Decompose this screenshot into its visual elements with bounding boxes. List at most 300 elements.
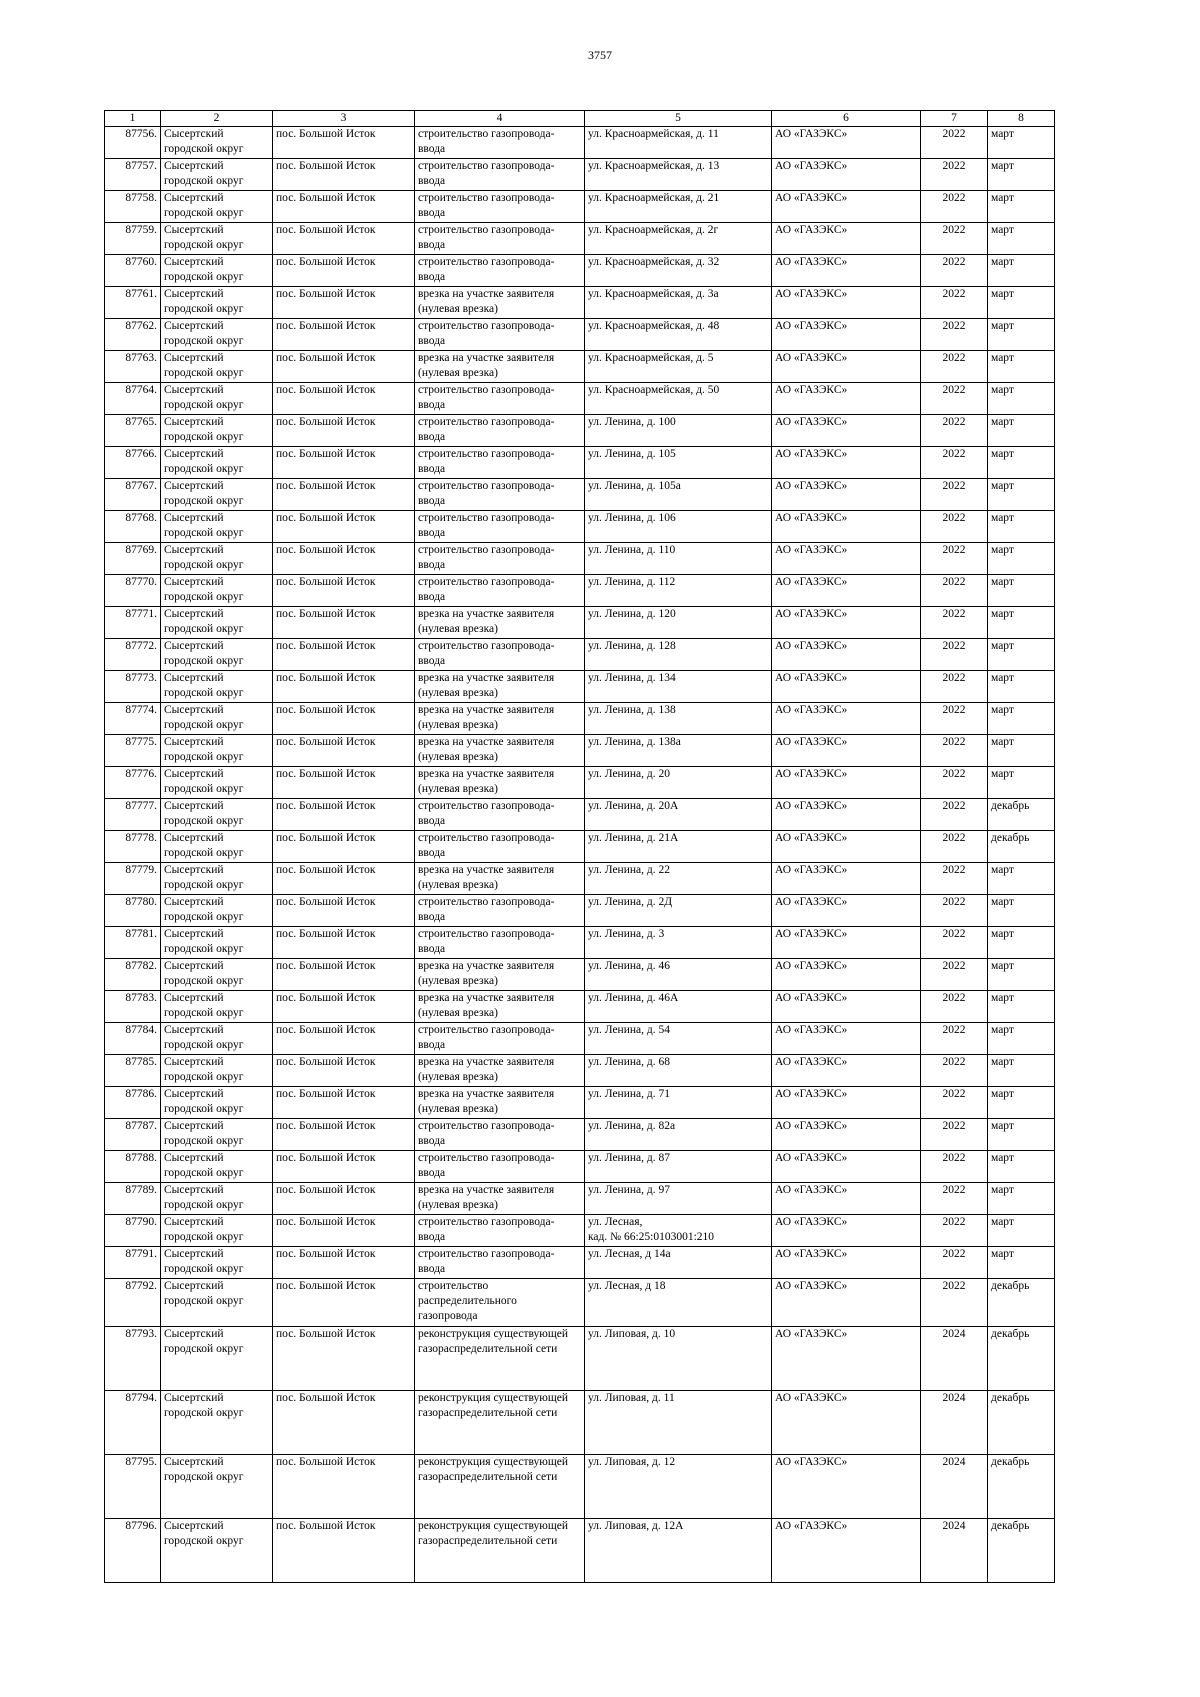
- organization-cell: АО «ГАЗЭКС»: [772, 127, 921, 159]
- work-type-cell: строительство газопровода- ввода: [415, 895, 585, 927]
- district-cell: Сысертский городской округ: [161, 255, 273, 287]
- year-cell: 2022: [921, 1247, 988, 1279]
- district-cell: Сысертский городской округ: [161, 191, 273, 223]
- address-cell: ул. Ленина, д. 110: [585, 543, 772, 575]
- work-type-cell: врезка на участке заявителя (нулевая врезка): [415, 351, 585, 383]
- table-row: [105, 799, 1055, 831]
- table-row: [105, 351, 1055, 383]
- table-row: [105, 927, 1055, 959]
- organization-cell: АО «ГАЗЭКС»: [772, 1215, 921, 1247]
- district-cell: Сысертский городской округ: [161, 735, 273, 767]
- district-cell: Сысертский городской округ: [161, 1023, 273, 1055]
- settlement-cell: пос. Большой Исток: [273, 223, 415, 255]
- row-number: 87782.: [105, 959, 161, 991]
- year-cell: 2022: [921, 607, 988, 639]
- month-cell: март: [988, 735, 1055, 767]
- row-number: 87780.: [105, 895, 161, 927]
- row-number: 87792.: [105, 1279, 161, 1327]
- organization-cell: АО «ГАЗЭКС»: [772, 159, 921, 191]
- year-cell: 2022: [921, 543, 988, 575]
- settlement-cell: пос. Большой Исток: [273, 991, 415, 1023]
- organization-cell: АО «ГАЗЭКС»: [772, 1327, 921, 1391]
- district-cell: Сысертский городской округ: [161, 127, 273, 159]
- month-cell: март: [988, 191, 1055, 223]
- district-cell: Сысертский городской округ: [161, 1215, 273, 1247]
- address-cell: ул. Ленина, д. 106: [585, 511, 772, 543]
- row-number: 87769.: [105, 543, 161, 575]
- year-cell: 2022: [921, 703, 988, 735]
- organization-cell: АО «ГАЗЭКС»: [772, 703, 921, 735]
- district-cell: Сысертский городской округ: [161, 1151, 273, 1183]
- address-cell: ул. Ленина, д. 71: [585, 1087, 772, 1119]
- year-cell: 2022: [921, 831, 988, 863]
- settlement-cell: пос. Большой Исток: [273, 351, 415, 383]
- month-cell: март: [988, 511, 1055, 543]
- district-cell: Сысертский городской округ: [161, 415, 273, 447]
- district-cell: Сысертский городской округ: [161, 607, 273, 639]
- organization-cell: АО «ГАЗЭКС»: [772, 831, 921, 863]
- row-number: 87772.: [105, 639, 161, 671]
- month-cell: март: [988, 767, 1055, 799]
- month-cell: декабрь: [988, 799, 1055, 831]
- year-cell: 2022: [921, 1215, 988, 1247]
- month-cell: декабрь: [988, 1279, 1055, 1327]
- district-cell: Сысертский городской округ: [161, 927, 273, 959]
- address-cell: ул. Красноармейская, д. 50: [585, 383, 772, 415]
- column-header: 8: [988, 111, 1055, 127]
- organization-cell: АО «ГАЗЭКС»: [772, 479, 921, 511]
- work-type-cell: врезка на участке заявителя (нулевая врезка): [415, 671, 585, 703]
- work-type-cell: реконструкция существующей газораспределительной сети: [415, 1519, 585, 1583]
- row-number: 87791.: [105, 1247, 161, 1279]
- table-row: [105, 895, 1055, 927]
- page-number: 3757: [588, 48, 612, 62]
- organization-cell: АО «ГАЗЭКС»: [772, 1279, 921, 1327]
- work-type-cell: строительство газопровода- ввода: [415, 255, 585, 287]
- settlement-cell: пос. Большой Исток: [273, 1519, 415, 1583]
- year-cell: 2022: [921, 511, 988, 543]
- work-type-cell: строительство газопровода- ввода: [415, 799, 585, 831]
- address-cell: ул. Ленина, д. 100: [585, 415, 772, 447]
- work-type-cell: реконструкция существующей газораспределительной сети: [415, 1455, 585, 1519]
- settlement-cell: пос. Большой Исток: [273, 479, 415, 511]
- row-number: 87790.: [105, 1215, 161, 1247]
- year-cell: 2022: [921, 639, 988, 671]
- address-cell: ул. Ленина, д. 105а: [585, 479, 772, 511]
- settlement-cell: пос. Большой Исток: [273, 895, 415, 927]
- row-number: 87768.: [105, 511, 161, 543]
- month-cell: март: [988, 575, 1055, 607]
- month-cell: март: [988, 415, 1055, 447]
- settlement-cell: пос. Большой Исток: [273, 1087, 415, 1119]
- month-cell: март: [988, 1215, 1055, 1247]
- table-row: [105, 639, 1055, 671]
- month-cell: март: [988, 703, 1055, 735]
- row-number: 87758.: [105, 191, 161, 223]
- row-number: 87762.: [105, 319, 161, 351]
- table-row: [105, 607, 1055, 639]
- work-type-cell: строительство газопровода- ввода: [415, 191, 585, 223]
- district-cell: Сысертский городской округ: [161, 895, 273, 927]
- row-number: 87789.: [105, 1183, 161, 1215]
- settlement-cell: пос. Большой Исток: [273, 575, 415, 607]
- row-number: 87760.: [105, 255, 161, 287]
- address-cell: ул. Ленина, д. 105: [585, 447, 772, 479]
- district-cell: Сысертский городской округ: [161, 159, 273, 191]
- table-row: [105, 479, 1055, 511]
- month-cell: март: [988, 1247, 1055, 1279]
- column-header: 4: [415, 111, 585, 127]
- row-number: 87764.: [105, 383, 161, 415]
- address-cell: ул. Лесная, кад. № 66:25:0103001:210: [585, 1215, 772, 1247]
- year-cell: 2022: [921, 223, 988, 255]
- year-cell: 2022: [921, 479, 988, 511]
- row-number: 87783.: [105, 991, 161, 1023]
- settlement-cell: пос. Большой Исток: [273, 799, 415, 831]
- year-cell: 2022: [921, 575, 988, 607]
- work-type-cell: строительство газопровода- ввода: [415, 127, 585, 159]
- organization-cell: АО «ГАЗЭКС»: [772, 351, 921, 383]
- table-row: [105, 767, 1055, 799]
- address-cell: ул. Ленина, д. 138а: [585, 735, 772, 767]
- year-cell: 2022: [921, 991, 988, 1023]
- table-row: [105, 1087, 1055, 1119]
- work-type-cell: врезка на участке заявителя (нулевая врезка): [415, 1183, 585, 1215]
- year-cell: 2022: [921, 319, 988, 351]
- month-cell: март: [988, 351, 1055, 383]
- address-cell: ул. Липовая, д. 10: [585, 1327, 772, 1391]
- table-row: [105, 1327, 1055, 1391]
- district-cell: Сысертский городской округ: [161, 671, 273, 703]
- work-type-cell: врезка на участке заявителя (нулевая врезка): [415, 607, 585, 639]
- organization-cell: АО «ГАЗЭКС»: [772, 511, 921, 543]
- work-type-cell: врезка на участке заявителя (нулевая врезка): [415, 959, 585, 991]
- month-cell: март: [988, 1055, 1055, 1087]
- year-cell: 2022: [921, 1151, 988, 1183]
- settlement-cell: пос. Большой Исток: [273, 1247, 415, 1279]
- row-number: 87778.: [105, 831, 161, 863]
- organization-cell: АО «ГАЗЭКС»: [772, 607, 921, 639]
- year-cell: 2024: [921, 1327, 988, 1391]
- address-cell: ул. Красноармейская, д. 48: [585, 319, 772, 351]
- work-type-cell: реконструкция существующей газораспределительной сети: [415, 1391, 585, 1455]
- table-row: [105, 831, 1055, 863]
- organization-cell: АО «ГАЗЭКС»: [772, 1183, 921, 1215]
- address-cell: ул. Красноармейская, д. 5: [585, 351, 772, 383]
- work-type-cell: строительство газопровода- ввода: [415, 319, 585, 351]
- month-cell: март: [988, 319, 1055, 351]
- district-cell: Сысертский городской округ: [161, 1183, 273, 1215]
- district-cell: Сысертский городской округ: [161, 1391, 273, 1455]
- work-type-cell: врезка на участке заявителя (нулевая врезка): [415, 863, 585, 895]
- year-cell: 2022: [921, 1183, 988, 1215]
- organization-cell: АО «ГАЗЭКС»: [772, 991, 921, 1023]
- address-cell: ул. Красноармейская, д. 32: [585, 255, 772, 287]
- table-row: [105, 1519, 1055, 1583]
- district-cell: Сысертский городской округ: [161, 959, 273, 991]
- year-cell: 2022: [921, 127, 988, 159]
- month-cell: декабрь: [988, 1327, 1055, 1391]
- month-cell: март: [988, 383, 1055, 415]
- table-row: [105, 703, 1055, 735]
- table-row: [105, 1183, 1055, 1215]
- month-cell: март: [988, 159, 1055, 191]
- district-cell: Сысертский городской округ: [161, 223, 273, 255]
- year-cell: 2022: [921, 255, 988, 287]
- table-row: [105, 383, 1055, 415]
- organization-cell: АО «ГАЗЭКС»: [772, 799, 921, 831]
- month-cell: март: [988, 607, 1055, 639]
- table-row: [105, 255, 1055, 287]
- settlement-cell: пос. Большой Исток: [273, 255, 415, 287]
- column-header: 3: [273, 111, 415, 127]
- row-number: 87793.: [105, 1327, 161, 1391]
- year-cell: 2022: [921, 959, 988, 991]
- month-cell: декабрь: [988, 831, 1055, 863]
- organization-cell: АО «ГАЗЭКС»: [772, 575, 921, 607]
- table-row: [105, 159, 1055, 191]
- district-cell: Сысертский городской округ: [161, 639, 273, 671]
- row-number: 87774.: [105, 703, 161, 735]
- district-cell: Сысертский городской округ: [161, 319, 273, 351]
- organization-cell: АО «ГАЗЭКС»: [772, 1151, 921, 1183]
- district-cell: Сысертский городской округ: [161, 1055, 273, 1087]
- organization-cell: АО «ГАЗЭКС»: [772, 927, 921, 959]
- organization-cell: АО «ГАЗЭКС»: [772, 767, 921, 799]
- month-cell: март: [988, 959, 1055, 991]
- district-cell: Сысертский городской округ: [161, 1327, 273, 1391]
- work-type-cell: врезка на участке заявителя (нулевая врезка): [415, 287, 585, 319]
- month-cell: март: [988, 1087, 1055, 1119]
- row-number: 87796.: [105, 1519, 161, 1583]
- row-number: 87785.: [105, 1055, 161, 1087]
- organization-cell: АО «ГАЗЭКС»: [772, 895, 921, 927]
- work-type-cell: строительство газопровода- ввода: [415, 575, 585, 607]
- district-cell: Сысертский городской округ: [161, 479, 273, 511]
- settlement-cell: пос. Большой Исток: [273, 1391, 415, 1455]
- organization-cell: АО «ГАЗЭКС»: [772, 1391, 921, 1455]
- organization-cell: АО «ГАЗЭКС»: [772, 383, 921, 415]
- work-type-cell: реконструкция существующей газораспределительной сети: [415, 1327, 585, 1391]
- month-cell: декабрь: [988, 1519, 1055, 1583]
- district-cell: Сысертский городской округ: [161, 351, 273, 383]
- district-cell: Сысертский городской округ: [161, 383, 273, 415]
- address-cell: ул. Ленина, д. 120: [585, 607, 772, 639]
- year-cell: 2022: [921, 351, 988, 383]
- month-cell: март: [988, 447, 1055, 479]
- address-cell: ул. Ленина, д. 46А: [585, 991, 772, 1023]
- address-cell: ул. Ленина, д. 54: [585, 1023, 772, 1055]
- year-cell: 2022: [921, 1023, 988, 1055]
- address-cell: ул. Ленина, д. 112: [585, 575, 772, 607]
- organization-cell: АО «ГАЗЭКС»: [772, 543, 921, 575]
- row-number: 87787.: [105, 1119, 161, 1151]
- address-cell: ул. Липовая, д. 11: [585, 1391, 772, 1455]
- district-cell: Сысертский городской округ: [161, 1455, 273, 1519]
- year-cell: 2024: [921, 1455, 988, 1519]
- year-cell: 2022: [921, 1087, 988, 1119]
- month-cell: март: [988, 543, 1055, 575]
- row-number: 87786.: [105, 1087, 161, 1119]
- year-cell: 2024: [921, 1519, 988, 1583]
- district-cell: Сысертский городской округ: [161, 1119, 273, 1151]
- organization-cell: АО «ГАЗЭКС»: [772, 319, 921, 351]
- year-cell: 2022: [921, 383, 988, 415]
- table-row: [105, 863, 1055, 895]
- row-number: 87777.: [105, 799, 161, 831]
- work-type-cell: врезка на участке заявителя (нулевая врезка): [415, 991, 585, 1023]
- settlement-cell: пос. Большой Исток: [273, 1119, 415, 1151]
- work-type-cell: строительство газопровода- ввода: [415, 639, 585, 671]
- work-type-cell: строительство распределительного газопровода: [415, 1279, 585, 1327]
- row-number: 87784.: [105, 1023, 161, 1055]
- district-cell: Сысертский городской округ: [161, 767, 273, 799]
- table-row: [105, 1151, 1055, 1183]
- work-type-cell: строительство газопровода- ввода: [415, 415, 585, 447]
- work-type-cell: строительство газопровода- ввода: [415, 159, 585, 191]
- settlement-cell: пос. Большой Исток: [273, 127, 415, 159]
- row-number: 87773.: [105, 671, 161, 703]
- settlement-cell: пос. Большой Исток: [273, 671, 415, 703]
- work-type-cell: врезка на участке заявителя (нулевая врезка): [415, 735, 585, 767]
- column-number-row: [105, 111, 1055, 127]
- table-row: [105, 543, 1055, 575]
- settlement-cell: пос. Большой Исток: [273, 191, 415, 223]
- district-cell: Сысертский городской округ: [161, 703, 273, 735]
- settlement-cell: пос. Большой Исток: [273, 543, 415, 575]
- table-row: [105, 447, 1055, 479]
- row-number: 87775.: [105, 735, 161, 767]
- settlement-cell: пос. Большой Исток: [273, 383, 415, 415]
- settlement-cell: пос. Большой Исток: [273, 639, 415, 671]
- address-cell: ул. Ленина, д. 82а: [585, 1119, 772, 1151]
- address-cell: ул. Красноармейская, д. 21: [585, 191, 772, 223]
- month-cell: март: [988, 223, 1055, 255]
- year-cell: 2022: [921, 1279, 988, 1327]
- table-row: [105, 735, 1055, 767]
- table-row: [105, 191, 1055, 223]
- district-cell: Сысертский городской округ: [161, 575, 273, 607]
- organization-cell: АО «ГАЗЭКС»: [772, 223, 921, 255]
- organization-cell: АО «ГАЗЭКС»: [772, 191, 921, 223]
- month-cell: март: [988, 1119, 1055, 1151]
- table-row: [105, 1455, 1055, 1519]
- settlement-cell: пос. Большой Исток: [273, 927, 415, 959]
- table-row: [105, 511, 1055, 543]
- work-type-cell: строительство газопровода- ввода: [415, 223, 585, 255]
- month-cell: декабрь: [988, 1455, 1055, 1519]
- row-number: 87779.: [105, 863, 161, 895]
- settlement-cell: пос. Большой Исток: [273, 1023, 415, 1055]
- address-cell: ул. Ленина, д. 68: [585, 1055, 772, 1087]
- register-table: [104, 110, 1055, 1583]
- month-cell: март: [988, 639, 1055, 671]
- organization-cell: АО «ГАЗЭКС»: [772, 1119, 921, 1151]
- organization-cell: АО «ГАЗЭКС»: [772, 1055, 921, 1087]
- organization-cell: АО «ГАЗЭКС»: [772, 1023, 921, 1055]
- month-cell: декабрь: [988, 1391, 1055, 1455]
- organization-cell: АО «ГАЗЭКС»: [772, 639, 921, 671]
- work-type-cell: врезка на участке заявителя (нулевая врезка): [415, 767, 585, 799]
- address-cell: ул. Ленина, д. 20: [585, 767, 772, 799]
- row-number: 87763.: [105, 351, 161, 383]
- district-cell: Сысертский городской округ: [161, 1087, 273, 1119]
- year-cell: 2022: [921, 767, 988, 799]
- year-cell: 2022: [921, 863, 988, 895]
- settlement-cell: пос. Большой Исток: [273, 415, 415, 447]
- address-cell: ул. Ленина, д. 2Д: [585, 895, 772, 927]
- settlement-cell: пос. Большой Исток: [273, 831, 415, 863]
- row-number: 87767.: [105, 479, 161, 511]
- address-cell: ул. Лесная, д 14а: [585, 1247, 772, 1279]
- year-cell: 2022: [921, 927, 988, 959]
- work-type-cell: строительство газопровода- ввода: [415, 1215, 585, 1247]
- work-type-cell: строительство газопровода- ввода: [415, 1247, 585, 1279]
- organization-cell: АО «ГАЗЭКС»: [772, 959, 921, 991]
- district-cell: Сысертский городской округ: [161, 1519, 273, 1583]
- table-row: [105, 287, 1055, 319]
- settlement-cell: пос. Большой Исток: [273, 1183, 415, 1215]
- address-cell: ул. Ленина, д. 22: [585, 863, 772, 895]
- work-type-cell: строительство газопровода- ввода: [415, 511, 585, 543]
- table-row: [105, 223, 1055, 255]
- settlement-cell: пос. Большой Исток: [273, 1455, 415, 1519]
- year-cell: 2022: [921, 735, 988, 767]
- settlement-cell: пос. Большой Исток: [273, 1055, 415, 1087]
- organization-cell: АО «ГАЗЭКС»: [772, 735, 921, 767]
- address-cell: ул. Ленина, д. 20А: [585, 799, 772, 831]
- address-cell: ул. Ленина, д. 3: [585, 927, 772, 959]
- district-cell: Сысертский городской округ: [161, 511, 273, 543]
- address-cell: ул. Ленина, д. 46: [585, 959, 772, 991]
- settlement-cell: пос. Большой Исток: [273, 959, 415, 991]
- district-cell: Сысертский городской округ: [161, 799, 273, 831]
- month-cell: март: [988, 1183, 1055, 1215]
- settlement-cell: пос. Большой Исток: [273, 607, 415, 639]
- row-number: 87766.: [105, 447, 161, 479]
- year-cell: 2022: [921, 447, 988, 479]
- column-header: 2: [161, 111, 273, 127]
- address-cell: ул. Лесная, д 18: [585, 1279, 772, 1327]
- month-cell: март: [988, 287, 1055, 319]
- organization-cell: АО «ГАЗЭКС»: [772, 415, 921, 447]
- row-number: 87776.: [105, 767, 161, 799]
- settlement-cell: пос. Большой Исток: [273, 735, 415, 767]
- row-number: 87770.: [105, 575, 161, 607]
- table-row: [105, 1119, 1055, 1151]
- table-row: [105, 319, 1055, 351]
- address-cell: ул. Липовая, д. 12А: [585, 1519, 772, 1583]
- column-header: 6: [772, 111, 921, 127]
- address-cell: ул. Красноармейская, д. 13: [585, 159, 772, 191]
- organization-cell: АО «ГАЗЭКС»: [772, 287, 921, 319]
- table-row: [105, 1215, 1055, 1247]
- organization-cell: АО «ГАЗЭКС»: [772, 1247, 921, 1279]
- settlement-cell: пос. Большой Исток: [273, 319, 415, 351]
- settlement-cell: пос. Большой Исток: [273, 1327, 415, 1391]
- row-number: 87795.: [105, 1455, 161, 1519]
- work-type-cell: строительство газопровода- ввода: [415, 1151, 585, 1183]
- district-cell: Сысертский городской округ: [161, 287, 273, 319]
- year-cell: 2022: [921, 671, 988, 703]
- organization-cell: АО «ГАЗЭКС»: [772, 671, 921, 703]
- settlement-cell: пос. Большой Исток: [273, 159, 415, 191]
- address-cell: ул. Красноармейская, д. 2г: [585, 223, 772, 255]
- table-row: [105, 575, 1055, 607]
- work-type-cell: строительство газопровода- ввода: [415, 927, 585, 959]
- column-header: 7: [921, 111, 988, 127]
- settlement-cell: пос. Большой Исток: [273, 1215, 415, 1247]
